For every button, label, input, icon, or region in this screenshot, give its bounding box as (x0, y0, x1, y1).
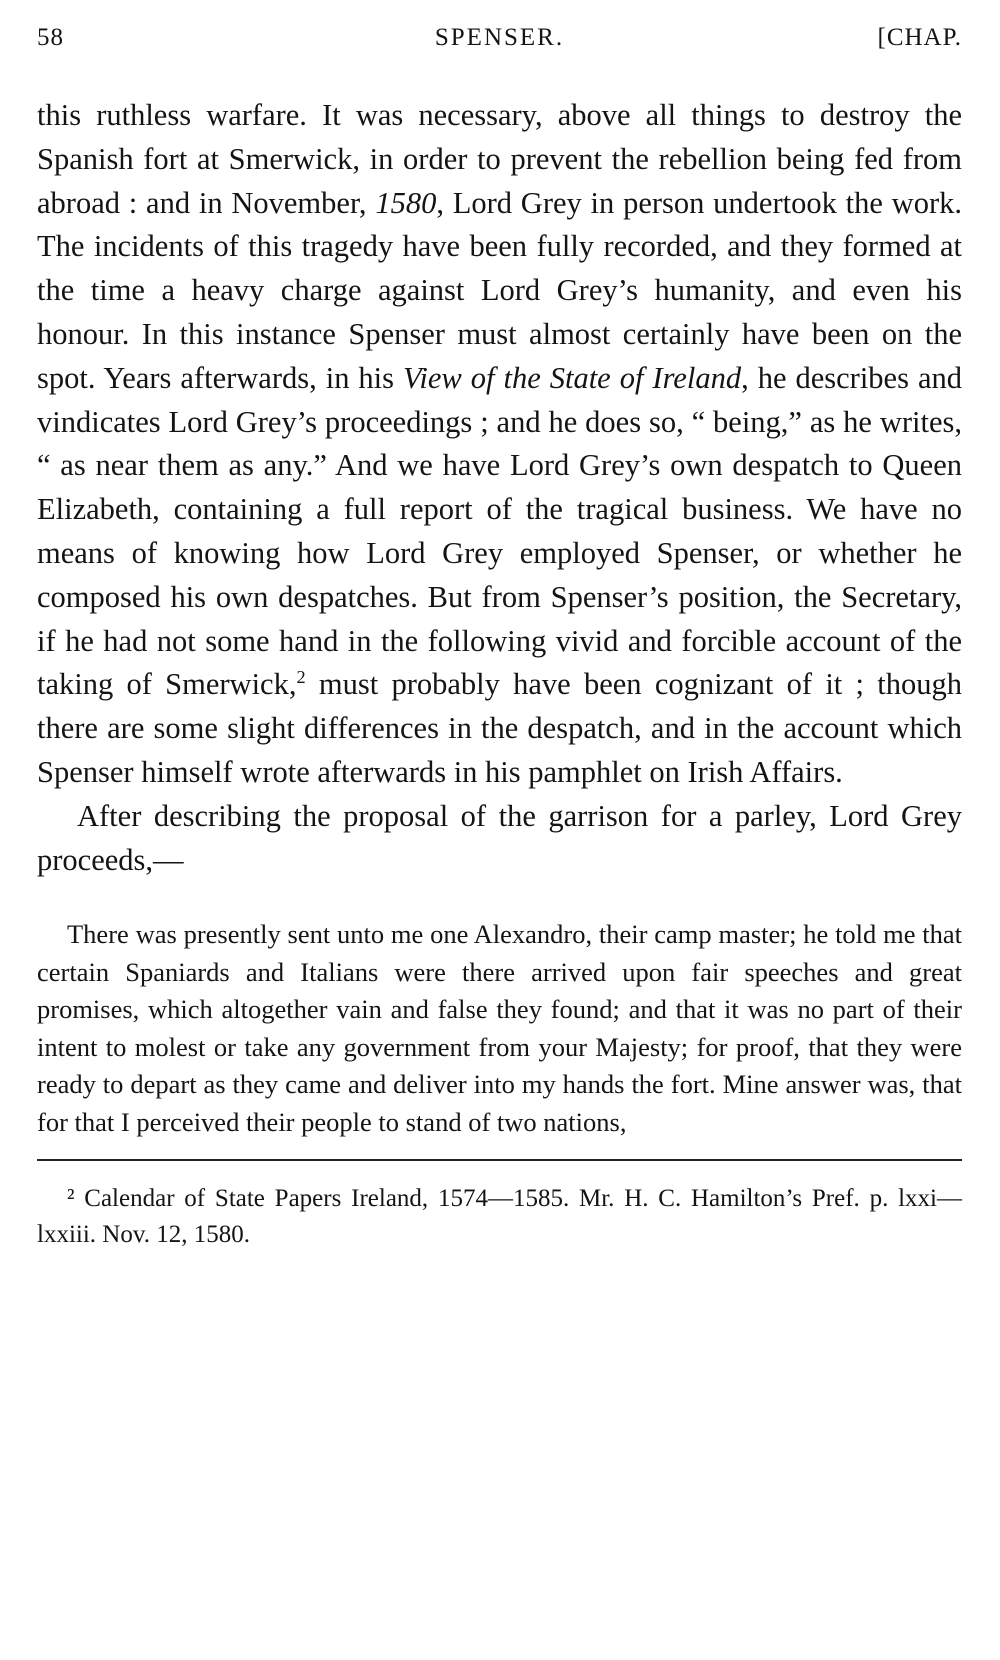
paragraph-1-part-2: , Lord Grey in person undertook the work. The incidents of this tragedy have been fully recorded, and they formed at the time a heavy charge against Lord Grey’s humanity, and even his honour. In this instance Spenser must almost certainly have been on the spot. Years afterwards, in his (37, 185, 962, 395)
running-head (37, 22, 962, 62)
footnote-rule (37, 1159, 962, 1161)
running-title: SPENSER. (434, 24, 565, 51)
chapter-mark: [CHAP. (877, 24, 962, 51)
paragraph-1 (37, 94, 962, 795)
page-number: 58 (37, 24, 64, 51)
footnote-reference: 2 (296, 667, 306, 688)
block-quotation: There was presently sent unto me one Alexandro, their camp master; he told me that certain Spaniards and Italians were there arrived upon fair speeches and great promises, which altogether vain and false they found; and that it was no part of their intent to molest or take any government from your Majesty; for proof, that they were ready to depart as they came and deliver into my hands the fort. Mine answer was, that for that I perceived their people to stand of two nations, (37, 919, 962, 1137)
footnote (37, 1181, 962, 1253)
footnote-text: Calendar of State Papers Ireland, 1574—1585. Mr. H. C. Hamilton’s Pref. p. lxxi—lxxiii. Nov. 12, 1580. (37, 1185, 962, 1249)
footnote-marker: ² (67, 1185, 75, 1213)
book-page (37, 22, 962, 1253)
paragraph-1-part-3: , he describes and vindicates Lord Grey’s proceedings ; and he does so, “ being,” as he writes, “ as near them as any.” And we have Lord Grey’s own despatch to Queen Elizabeth, containing a full report of the tragical business. We have no means of knowing how Lord Grey employed Spenser, or whether he composed his own despatches. But from Spenser’s position, the Secretary, if he had not some hand in the following vivid and forcible account of the taking of Smerwick, (37, 360, 962, 702)
main-text (37, 94, 962, 882)
year-italic: 1580 (375, 185, 437, 220)
book-title-italic: View of the State of Ireland (403, 360, 742, 395)
paragraph-2: After describing the proposal of the garrison for a parley, Lord Grey proceeds,— (37, 798, 962, 877)
paragraph-1-part-4: must probably have been cognizant of it ; though there are some slight differences in the despatch, and in the account which Spenser himself wrote afterwards in his pamphlet on Irish Affairs. (37, 667, 962, 789)
paragraph-1-part-1: this ruthless warfare. It was necessary, above all things to destroy the Spanish fort at Smerwick, in order to prevent the rebellion being fed from abroad : and in November, (37, 98, 962, 220)
